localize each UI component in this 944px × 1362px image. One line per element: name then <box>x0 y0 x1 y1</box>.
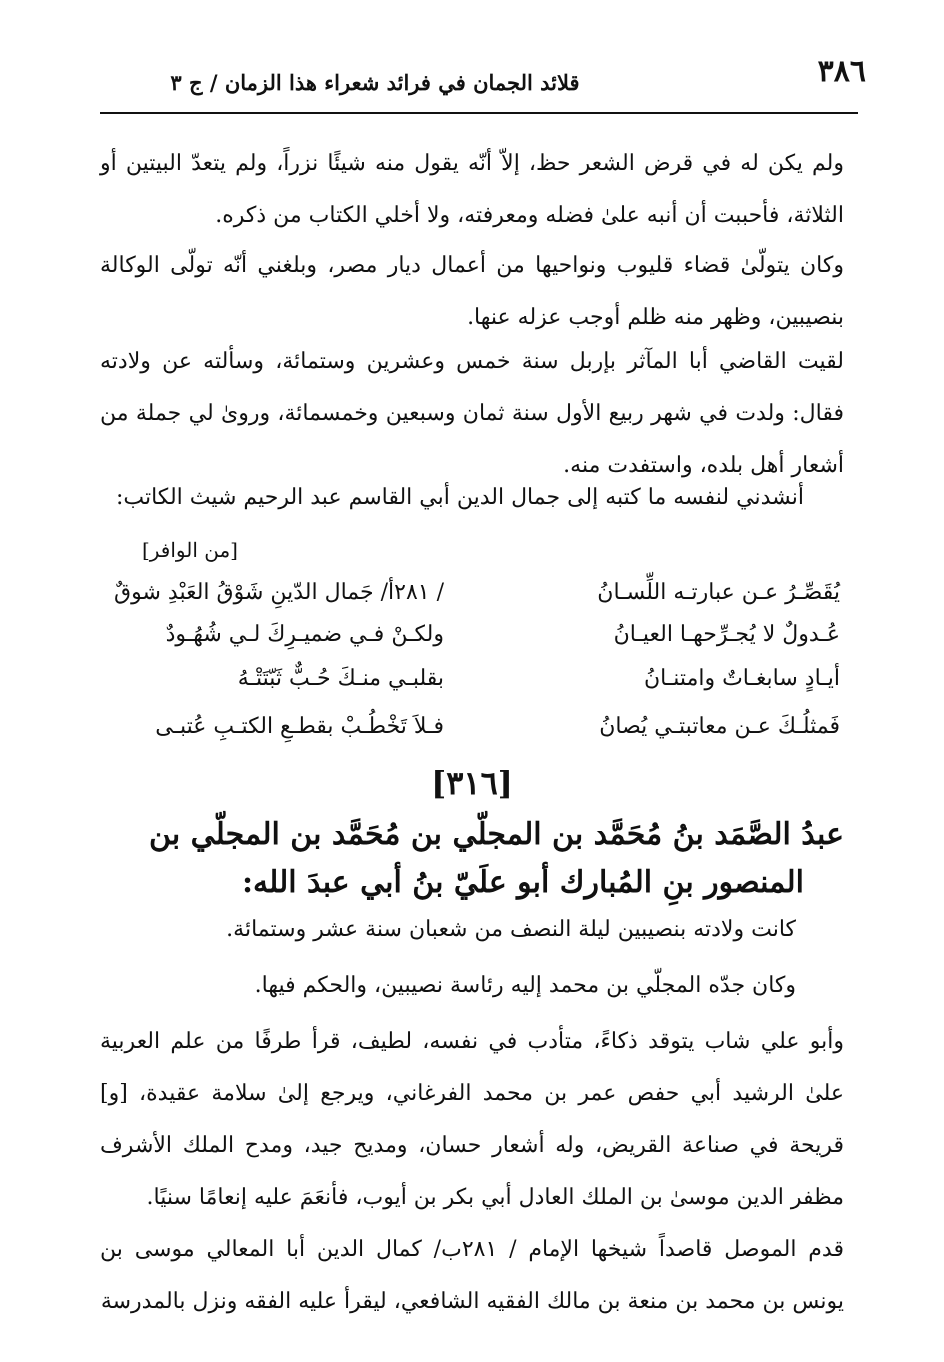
verse-1-second-hemistich: يُقَصِّـرُ عـن عبارتـه اللِّسـانُ <box>597 580 840 605</box>
biography-paragraph: وأبو علي شاب يتوقد ذكاءً، متأدب في نفسه، لطيف، قرأ طرفًا من علم العربية علىٰ الرشيد أبي حفص عمر بن محمد الفرغاني، ويرجع إلىٰ سلامة عقيدة، [و] قريحة في صناعة القريض، وله أشعار حسان، ومديح جيد، ومدح الملك الأشرف مظفر الدين موسىٰ بن الملك العادل أبي بكر بن أيوب، فأنعَمَ عليه إنعامًا سنيًا. <box>100 1029 844 1210</box>
birth-line: كانت ولادته بنصيبين ليلة النصف من شعبان سنة عشر وستمائة. <box>226 917 796 942</box>
page-number: ٣٨٦ <box>817 54 866 89</box>
paragraph-1: ولم يكن له في قرض الشعر حظ، إلاّ أنّه يقول منه شيئًا نزراً، ولم يتعدّ البيتين أو الثلاثة، فأحببت أن أنبه علىٰ فضله ومعرفته، ولا أخلي الكتاب من ذكره. <box>100 151 844 228</box>
verse-3-second-hemistich: أيـادٍ سابغـاتٌ وامتنـانُ <box>643 666 840 691</box>
entry-name-line-1: عبدُ الصَّمَد بنُ مُحَمَّد بن المجلّي بن مُحَمَّد بن المجلّي بن <box>149 817 844 852</box>
paragraph-3: لقيت القاضي أبا المآثر بإربل سنة خمس وعشرين وستمائة، وسألته عن ولادته فقال: ولدت في شهر ربيع الأول سنة ثمان وسبعين وخمسمائة، وروىٰ لي جملة من أشعار أهل بلده، واستفدت منه. <box>100 349 844 478</box>
paragraph-2: وكان يتولّىٰ قضاء قليوب ونواحيها من أعمال ديار مصر، وبلغني أنّه تولّى الوكالة بنصيبين، وظهر منه ظلم أوجب عزله عنها. <box>100 253 844 330</box>
verse-2-second-hemistich: عُـدولٌ لا يُجـرِّحهـا العيـانُ <box>613 622 840 647</box>
verse-4-second-hemistich: فَمثلُـكَ عـن معاتبتـي يُصانُ <box>599 714 840 739</box>
grandfather-line: وكان جدّه المجلّي بن محمد إليه رئاسة نصيبين، والحكم فيها. <box>254 973 796 998</box>
poem-intro: أنشدني لنفسه ما كتبه إلى جمال الدين أبي القاسم عبد الرحيم شيث الكاتب: <box>115 485 804 510</box>
header-rule <box>100 112 858 114</box>
verse-3-first-hemistich: بقلبـي منـكَ حُـبٌّ ثَبّتَتْـهُ <box>237 666 444 691</box>
running-title: قلائد الجمان في فرائد شعراء هذا الزمان / ج ٣ <box>170 70 580 95</box>
verse-4-first-hemistich: فـلاَ تَخْطُـبْ بقطـعِ الكتـبِ عُتبـى <box>155 714 444 739</box>
verse-1-first-hemistich: / ٢٨١أ/ جَمال الدّينِ شَوْقُ العَبْدِ شوقٌ <box>114 580 444 605</box>
travel-paragraph: قدم الموصل قاصداً شيخها الإمام / ٢٨١ب/ كمال الدين أبا المعالي موسى بن يونس بن محمد بن منعة بن مالك الفقيه الشافعي، ليقرأ عليه الفقه ونزل بالمدرسة <box>100 1237 844 1314</box>
entry-number: [٣١٦] <box>431 764 513 802</box>
verse-2-first-hemistich: ولكـنْ فـي ضميـرِكَ لـي شُهُـودٌ <box>165 622 444 647</box>
entry-name-line-2: المنصور بنِ المُبارك أبو علَيّ بنُ أبي عبدَ الله: <box>241 865 804 900</box>
poem-meter: [من الوافر] <box>141 538 238 562</box>
